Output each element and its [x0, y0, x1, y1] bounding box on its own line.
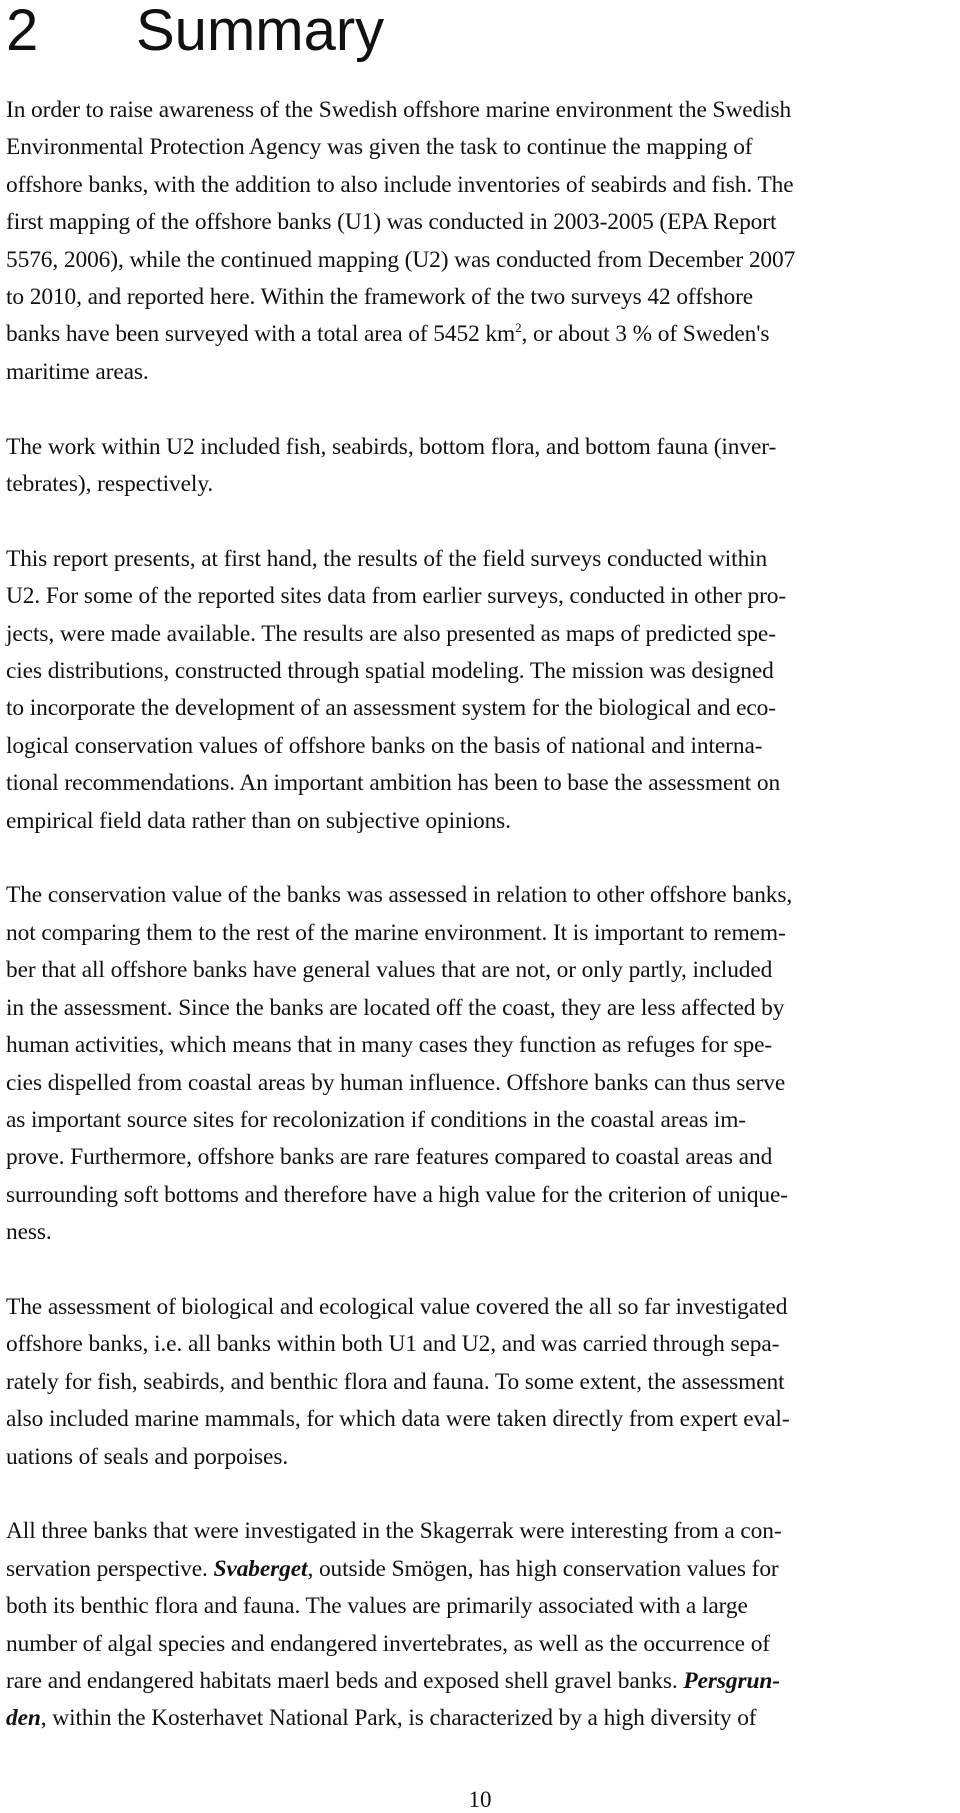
text-line: both its benthic flora and fauna. The values are primarily associated with a large: [6, 1593, 748, 1620]
text-line: tebrates), respectively.: [6, 471, 214, 498]
text-line: offshore banks, i.e. all banks within both U1 and U2, and was carried through sepa-: [6, 1331, 780, 1358]
text-line: In order to raise awareness of the Swedish offshore marine environment the Swedish: [6, 97, 792, 123]
text-segment: servation perspective.: [6, 1555, 214, 1582]
text-line: uations of seals and porpoises.: [6, 1443, 289, 1470]
text-line: The assessment of biological and ecological value covered the all so far investigated: [6, 1293, 788, 1320]
paragraph-work-u2: [6, 429, 958, 504]
text-line: [6, 1551, 958, 1588]
paragraph-skagerrak: [6, 1513, 958, 1737]
text-line: ber that all offshore banks have general values that are not, or only partly, included: [6, 957, 773, 984]
text-line: [6, 1700, 958, 1737]
paragraph-intro: [6, 92, 958, 391]
text-line: Environmental Protection Agency was given the task to continue the mapping of: [6, 134, 753, 161]
text-line: offshore banks, with the addition to also include inventories of seabirds and fish. The: [6, 171, 794, 198]
text-line: All three banks that were investigated in the Skagerrak were interesting from a con-: [6, 1518, 782, 1545]
superscript: 2: [515, 320, 522, 336]
text-line: number of algal species and endangered invertebrates, as well as the occurrence of: [6, 1630, 770, 1657]
bank-name-svaberget: Svaberget: [213, 1555, 308, 1582]
text-line: This report presents, at first hand, the results of the field surveys conducted within: [6, 545, 768, 572]
text-segment: , or about 3 % of Sweden's: [521, 321, 770, 348]
text-line: U2. For some of the reported sites data from earlier surveys, conducted in other pro-: [6, 583, 787, 610]
text-line: The conservation value of the banks was assessed in relation to other offshore banks,: [6, 882, 793, 909]
bank-name-persgrunden: den: [6, 1705, 41, 1732]
text-line: [6, 1663, 958, 1700]
text-line: prove. Furthermore, offshore banks are rare features compared to coastal areas and: [6, 1144, 773, 1171]
text-line: surrounding soft bottoms and therefore have a high value for the criterion of unique-: [6, 1181, 788, 1208]
text-line: empirical field data rather than on subjective opinions.: [6, 807, 511, 834]
text-line: [6, 316, 958, 353]
text-line: tional recommendations. An important ambition has been to base the assessment on: [6, 770, 781, 797]
text-line: rately for fish, seabirds, and benthic flora and fauna. To some extent, the assessment: [6, 1368, 785, 1395]
text-segment: , within the Kosterhavet National Park, is characterized by a high diversity of: [40, 1705, 757, 1732]
body-text: [6, 92, 958, 1775]
text-line: maritime areas.: [6, 358, 149, 385]
paragraph-conservation-value: [6, 877, 958, 1251]
text-line: 5576, 2006), while the continued mapping (U2) was conducted from December 2007: [6, 246, 796, 273]
text-line: jects, were made available. The results are also presented as maps of predicted spe-: [6, 620, 776, 647]
bank-name-persgrunden: Persgrun-: [683, 1667, 780, 1694]
page-number: 10: [468, 1787, 492, 1812]
section-number: 2: [6, 0, 39, 63]
text-line: logical conservation values of offshore banks on the basis of national and interna-: [6, 732, 763, 759]
text-line: The work within U2 included fish, seabirds, bottom flora, and bottom fauna (inver-: [6, 433, 777, 460]
text-line: cies dispelled from coastal areas by human influence. Offshore banks can thus serve: [6, 1069, 786, 1096]
text-line: ness.: [6, 1219, 52, 1246]
text-segment: rare and endangered habitats maerl beds and exposed shell gravel banks.: [6, 1667, 684, 1694]
text-line: to incorporate the development of an assessment system for the biological and eco-: [6, 695, 776, 722]
paragraph-report-presents: [6, 541, 958, 840]
text-segment: , outside Smögen, has high conservation values for: [307, 1555, 779, 1582]
text-line: first mapping of the offshore banks (U1) was conducted in 2003-2005 (EPA Report: [6, 209, 777, 236]
section-heading: [6, 0, 384, 62]
text-line: cies distributions, constructed through spatial modeling. The mission was designed: [6, 658, 774, 685]
text-line: as important source sites for recolonization if conditions in the coastal areas im-: [6, 1106, 746, 1133]
paragraph-assessment: [6, 1289, 958, 1476]
text-line: not comparing them to the rest of the marine environment. It is important to remem-: [6, 919, 786, 946]
text-line: to 2010, and reported here. Within the framework of the two surveys 42 offshore: [6, 284, 754, 311]
text-line: human activities, which means that in many cases they function as refuges for spe-: [6, 1032, 773, 1059]
text-line: also included marine mammals, for which data were taken directly from expert eval-: [6, 1406, 790, 1433]
section-title: Summary: [136, 0, 385, 63]
text-segment: banks have been surveyed with a total area of 5452 km: [6, 321, 516, 348]
text-line: in the assessment. Since the banks are located off the coast, they are less affected by: [6, 994, 785, 1021]
